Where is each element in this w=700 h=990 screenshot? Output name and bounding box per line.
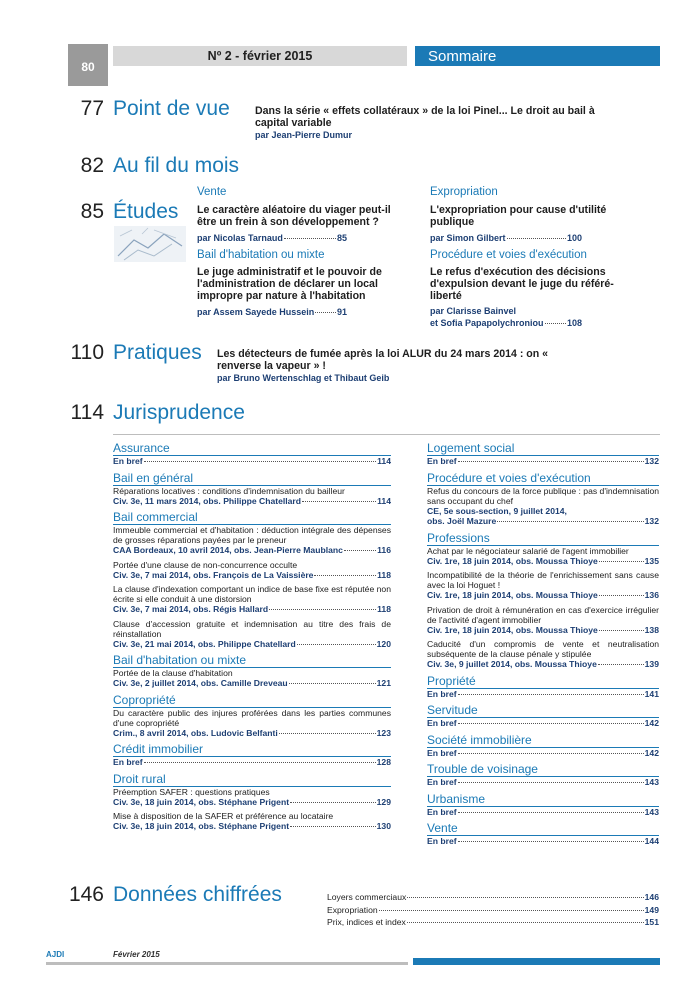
article-title[interactable]: Dans la série « effets collatéraux » de la loi Pinel... Le droit au bail à capital variable [255,105,595,130]
entry-page: 141 [644,688,659,699]
dot-leader [458,782,644,783]
entry-page: 139 [644,659,659,669]
dot-leader [297,644,376,645]
entry-reference: Civ. 3e, 18 juin 2014, obs. Stéphane Prigent [113,796,290,807]
entry-reference-row [113,639,391,650]
jurisprudence-entry[interactable] [113,668,391,689]
dot-leader [458,694,644,695]
jurisprudence-entry[interactable] [113,560,391,581]
section-number-donnees: 146 [68,883,104,906]
donnees-label: Expropriation [327,904,378,915]
etudes-author: par Clarisse Bainvel [430,306,517,316]
entry-reference: En bref [113,456,143,466]
jurisprudence-category-block [427,703,659,729]
entry-description: Privation de droit à rémunération en cas d'exercice irrégulier de l'activité d'agent immobilier [427,604,659,625]
entry-reference: Civ. 3e, 7 mai 2014, obs. François de La Vaissière [113,569,314,580]
jurisprudence-entry[interactable] [113,619,391,650]
entry-page: 128 [376,757,391,767]
donnees-row[interactable] [327,891,659,904]
entry-reference-author: obs. Joël Mazure [427,516,497,526]
etudes-article-refus-execution[interactable]: Le refus d'exécution des décisions d'expulsion devant le juge du référé-liberté [430,266,614,303]
entry-reference-row [113,604,391,615]
jurisprudence-entry[interactable] [113,584,391,615]
entry-reference-row [113,496,391,507]
pratiques-article[interactable]: Les détecteurs de fumée après la loi ALUR du 24 mars 2014 : on « renverse la vapeur » ! [217,348,549,373]
jurisprudence-category-block [113,471,391,507]
entry-page: 130 [376,821,391,831]
issue-label: Nº 2 - février 2015 [113,46,407,66]
entry-description: Refus du concours de la force publique : pas d'indemnisation sans occupant du chef [427,485,659,506]
entry-reference: En bref [427,777,457,787]
dot-leader [458,461,644,462]
entry-reference: En bref [427,718,457,728]
entry-reference-row [427,718,659,729]
etudes-page: 100 [566,233,582,243]
jurisprudence-entry[interactable] [427,748,659,759]
entry-description: Immeuble commercial et d'habitation : déduction intégrale des dépenses de grosses réparations payées par le preneur [113,525,391,545]
dot-leader [599,595,644,596]
etudes-author: par Assem Sayede Hussein [197,307,315,317]
entry-reference-row [427,625,659,636]
dot-leader [289,683,376,684]
dot-leader [314,575,376,576]
section-title-jurisprudence: Jurisprudence [113,401,245,424]
etudes-article-expropriation[interactable]: L'expropriation pour cause d'utilité publique [430,204,607,229]
etudes-article-juge-administratif[interactable]: Le juge administratif et le pouvoir de l'administration de déclarer un local impropre par nature à l'habitation [197,266,382,303]
entry-description: Achat par le négociateur salarié de l'agent immobilier [427,545,629,556]
etudes-page: 108 [566,318,582,328]
jurisprudence-category: Société immobilière [427,732,532,747]
entry-reference: En bref [427,456,457,466]
entry-reference-row [113,757,391,768]
jurisprudence-entry[interactable] [427,570,659,601]
jurisprudence-entry[interactable] [427,777,659,788]
entry-page: 120 [376,638,391,649]
donnees-page: 149 [644,904,659,915]
jurisprudence-category: Servitude [427,703,478,717]
entry-reference: CE, 5e sous-section, 9 juillet 2014, [427,505,567,516]
entry-reference-row [427,689,659,700]
jurisprudence-entry[interactable] [113,486,391,507]
jurisprudence-category: Bail en général [113,470,194,485]
donnees-page: 151 [644,917,659,927]
entry-reference: Civ. 3e, 18 juin 2014, obs. Stéphane Prigent [113,821,290,831]
jurisprudence-entry[interactable] [427,486,659,527]
donnees-page: 146 [644,892,659,902]
section-number-au-fil: 82 [80,154,104,177]
jurisprudence-category-block [427,471,659,527]
section-number-point-de-vue: 77 [80,97,104,120]
footer-date: Février 2015 [113,950,160,959]
donnees-row[interactable] [327,904,659,917]
jurisprudence-category-block [427,441,659,467]
entry-reference: En bref [427,836,457,846]
dot-leader [599,630,644,631]
entry-page: 142 [644,718,659,728]
entry-reference-row [427,659,659,670]
section-number-jurisprudence: 114 [70,401,104,424]
etudes-illustration [114,226,186,262]
jurisprudence-entry[interactable] [427,605,659,636]
jurisprudence-category-block [113,510,391,649]
entry-reference-row [113,797,391,808]
jurisprudence-category-block [113,772,391,832]
jurisprudence-category: Crédit immobilier [113,742,204,756]
entry-reference: Civ. 3e, 2 juillet 2014, obs. Camille Dreveau [113,678,288,688]
jurisprudence-category-block [113,441,391,467]
jurisprudence-entry[interactable] [427,718,659,729]
entry-reference: Civ. 1re, 18 juin 2014, obs. Moussa Thioye [427,590,598,600]
entry-reference: CAA Bordeaux, 10 avril 2014, obs. Jean-Pierre Maublanc [113,545,343,555]
section-divider [113,434,660,435]
jurisprudence-category: Logement social [427,441,515,455]
donnees-label: Prix, indices et index [327,917,406,927]
entry-reference: Civ. 3e, 21 mai 2014, obs. Philippe Chatellard [113,638,296,649]
section-title-pratiques: Pratiques [113,341,202,364]
section-number-etudes: 85 [80,200,104,223]
section-number-pratiques: 110 [70,341,104,364]
jurisprudence-category: Bail d'habitation ou mixte [113,653,247,667]
dot-leader [302,501,376,502]
entry-reference-row [113,545,391,556]
jurisprudence-entry[interactable] [427,639,659,670]
jurisprudence-category: Vente [427,821,458,835]
page-number: 80 [68,44,108,86]
donnees-label: Loyers commerciaux [327,892,407,902]
entry-reference-row [427,516,659,527]
entry-description: Clause d'accession gratuite et indemnisation au titre des frais de réinstallation [113,618,391,639]
entry-page: 144 [644,836,659,846]
etudes-page: 85 [336,233,347,243]
jurisprudence-category-block [427,792,659,818]
entry-reference: Civ. 3e, 9 juillet 2014, obs. Moussa Thioye [427,659,597,669]
entry-reference: Civ. 1re, 18 juin 2014, obs. Moussa Thioye [427,624,598,635]
article-author: par Jean-Pierre Dumur [255,130,353,140]
jurisprudence-entry[interactable] [113,811,391,832]
entry-reference-row [427,748,659,759]
dot-leader [407,922,644,923]
section-title-point-de-vue: Point de vue [113,97,230,120]
entry-reference: En bref [427,806,457,817]
sketch-image-icon [114,226,186,262]
jurisprudence-entry[interactable] [113,787,391,808]
dot-leader [279,733,376,734]
entry-page: 118 [377,569,391,580]
jurisprudence-entry[interactable] [427,456,659,467]
etudes-article-viager[interactable]: Le caractère aléatoire du viager peut-il être un frein à son développement ? [197,204,391,229]
entry-page: 142 [644,747,659,758]
entry-page: 114 [377,456,391,466]
etudes-category-vente: Vente [197,186,227,198]
footer-accent-bar [413,958,660,965]
entry-reference-row [427,556,659,567]
entry-description: Incompatibilité de la théorie de l'enrichissement sans cause avec la loi Hoguet ! [427,570,659,590]
jurisprudence-entry[interactable] [427,807,659,818]
dot-leader [598,664,644,665]
entry-description: Portée d'une clause de non-concurrence occulte [113,559,298,570]
dot-leader [458,753,644,754]
dot-leader [269,609,376,610]
entry-reference-row [427,807,659,818]
entry-description: Portée de la clause d'habitation [113,668,233,678]
jurisprudence-category-block [427,762,659,788]
entry-page: 135 [644,555,659,566]
jurisprudence-entry[interactable] [113,456,391,467]
entry-reference: En bref [427,688,457,699]
entry-page: 132 [644,516,659,526]
entry-reference: En bref [427,747,457,758]
dot-leader [379,910,644,911]
dot-leader [344,550,376,551]
section-title-donnees: Données chiffrées [113,883,282,906]
dot-leader [458,841,644,842]
jurisprudence-category-block [113,653,391,689]
jurisprudence-entry[interactable] [113,525,391,556]
jurisprudence-entry[interactable] [427,689,659,700]
entry-description: Caducité d'un compromis de vente et neutralisation subséquente de la clause pénale y stipulée [427,639,659,659]
entry-reference-row [113,456,391,467]
entry-reference-row [427,456,659,467]
jurisprudence-entry[interactable] [427,546,659,567]
entry-reference: Civ. 3e, 7 mai 2014, obs. Régis Hallard [113,604,269,614]
entry-description: La clause d'indexation comportant un indice de base fixe est réputée non écrite si elle conduit à une distorsion [113,584,391,604]
footer-journal: AJDI [46,950,65,959]
entry-description: Du caractère public des injures proférées dans les parties communes d'une copropriété [113,707,391,728]
dot-leader [290,802,376,803]
entry-reference: Civ. 1re, 18 juin 2014, obs. Moussa Thioye [427,555,598,566]
dot-leader [497,521,643,522]
etudes-page: 91 [336,307,347,317]
entry-reference-row [427,777,659,788]
dot-leader [599,561,644,562]
dot-leader [458,723,644,724]
jurisprudence-category: Assurance [113,441,170,455]
jurisprudence-category: Propriété [427,673,476,688]
jurisprudence-category-block [113,693,391,739]
entry-page: 132 [644,456,659,466]
entry-reference: En bref [113,757,143,767]
entry-reference: Civ. 3e, 11 mars 2014, obs. Philippe Chatellard [113,495,302,506]
etudes-category-bail-habitation: Bail d'habitation ou mixte [197,249,325,261]
entry-description: Préemption SAFER : questions pratiques [113,786,270,797]
etudes-author: et Sofia Papapolychroniou [430,318,544,328]
donnees-row[interactable] [327,916,659,929]
entry-page: 143 [644,777,659,787]
pratiques-author: par Bruno Wertenschlag et Thibaut Geib [217,373,390,383]
jurisprudence-entry[interactable] [113,708,391,739]
jurisprudence-category-block [427,821,659,847]
etudes-author-row [430,318,582,329]
section-title-etudes: Études [113,200,179,223]
dot-leader [290,826,376,827]
jurisprudence-category-block [427,733,659,759]
section-title-au-fil[interactable]: Au fil du mois [113,154,240,177]
donnees-list [327,891,659,929]
jurisprudence-category: Droit rural [113,771,166,786]
dot-leader [144,762,376,763]
etudes-author: par Nicolas Tarnaud [197,233,283,243]
dot-leader [458,812,644,813]
jurisprudence-category: Copropriété [113,692,176,707]
entry-page: 138 [644,624,659,635]
etudes-category-expropriation: Expropriation [430,186,498,198]
etudes-author-row [197,233,347,244]
jurisprudence-category: Trouble de voisinage [427,762,538,776]
entry-page: 116 [377,545,391,555]
jurisprudence-entry[interactable] [427,836,659,847]
entry-reference-row [427,836,659,847]
jurisprudence-category: Procédure et voies d'exécution [427,470,591,485]
entry-page: 123 [376,727,391,738]
jurisprudence-entry[interactable] [113,757,391,768]
jurisprudence-category: Bail commercial [113,510,198,524]
etudes-author-row [430,233,582,244]
entry-description: Mise à disposition de la SAFER et préférence au locataire [113,811,334,821]
footer-rule [46,962,408,965]
entry-reference-row [427,590,659,601]
etudes-author: par Simon Gilbert [430,233,506,243]
entry-page: 143 [644,806,659,817]
jurisprudence-right-column [427,438,659,851]
jurisprudence-category-block [427,531,659,670]
etudes-category-procedure: Procédure et voies d'exécution [430,249,587,261]
entry-page: 136 [644,590,659,600]
jurisprudence-category-block [427,674,659,700]
entry-page: 118 [377,604,391,614]
entry-reference: Crim., 8 avril 2014, obs. Ludovic Belfanti [113,727,278,738]
entry-reference-row [113,570,391,581]
entry-reference-row [113,821,391,832]
entry-reference-row [113,678,391,689]
entry-page: 114 [377,495,391,506]
entry-page: 129 [376,796,391,807]
entry-page: 121 [376,678,391,688]
entry-reference-row [113,728,391,739]
dot-leader [144,461,377,462]
jurisprudence-category: Professions [427,530,490,545]
entry-description: Réparations locatives : conditions d'indemnisation du bailleur [113,485,345,496]
etudes-author-row [197,307,347,318]
jurisprudence-category: Urbanisme [427,791,486,806]
dot-leader [407,897,643,898]
section-title: Sommaire [415,46,660,66]
jurisprudence-left-column [113,438,391,836]
jurisprudence-category-block [113,742,391,768]
